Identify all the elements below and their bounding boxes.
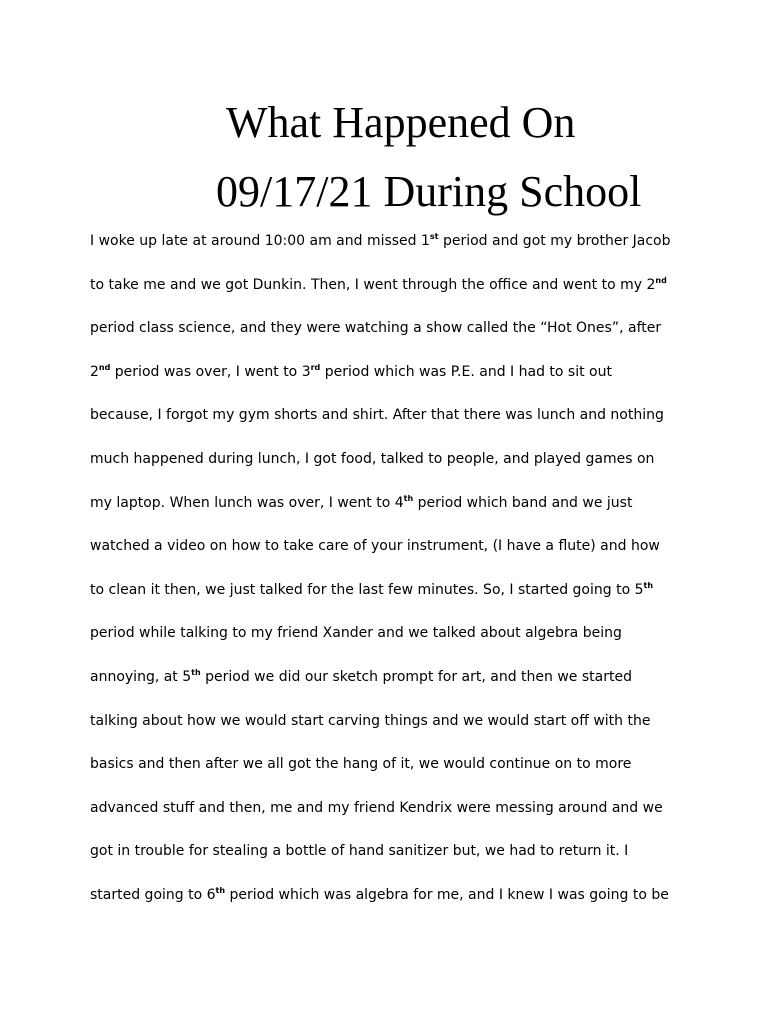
line-text: period we did our sketch prompt for art, and then we started xyxy=(200,669,632,685)
paragraph-line xyxy=(90,757,631,771)
document-title-line-2: 09/17/21 During School xyxy=(216,167,642,216)
paragraph-line xyxy=(90,275,667,293)
paragraph-line xyxy=(90,408,664,422)
paragraph-line xyxy=(90,321,661,335)
paragraph-line xyxy=(90,452,654,466)
paragraph-line xyxy=(90,670,632,684)
ordinal-suffix: st xyxy=(429,232,439,241)
line-text: 2 xyxy=(90,363,99,380)
line-text: period and got my brother Jacob xyxy=(438,233,671,249)
paragraph-line xyxy=(90,626,622,640)
paragraph-line xyxy=(90,580,654,598)
paragraph-line xyxy=(90,844,628,858)
line-text: much happened during lunch, I got food, talked to people, and played games on xyxy=(90,451,655,467)
document-title-line-1: What Happened On xyxy=(226,98,576,147)
line-text: watched a video on how to take care of your instrument, (I have a flute) and how xyxy=(90,538,660,555)
paragraph-line xyxy=(90,801,663,815)
line-text: talking about how we would start carving things and we would start off with the xyxy=(90,712,651,729)
paragraph-line xyxy=(90,539,660,553)
paragraph-line xyxy=(90,493,633,511)
line-text: period was over, I went to 3 xyxy=(110,363,311,380)
ordinal-suffix: nd xyxy=(655,275,667,285)
ordinal-suffix: th xyxy=(215,886,226,895)
ordinal-suffix: rd xyxy=(310,362,321,372)
line-text: basics and then after we all got the hang of it, we would continue on to more xyxy=(90,756,632,773)
line-text: annoying, at 5 xyxy=(90,669,192,685)
line-text: period which was algebra for me, and I knew I was going to be xyxy=(225,887,669,903)
line-text: period class science, and they were watching a show called the “Hot Ones”, after xyxy=(90,320,662,337)
line-text: period while talking to my friend Xander and we talked about algebra being xyxy=(90,625,622,642)
line-text: I woke up late at around 10:00 am and missed 1 xyxy=(90,233,430,249)
line-text: because, I forgot my gym shorts and shirt. After that there was lunch and nothing xyxy=(90,407,664,424)
ordinal-suffix: th xyxy=(643,580,654,590)
line-text: started going to 6 xyxy=(90,887,216,903)
line-text: my laptop. When lunch was over, I went to 4 xyxy=(90,494,404,511)
ordinal-suffix: th xyxy=(191,668,201,677)
line-text: got in trouble for stealing a bottle of hand sanitizer but, we had to return it. I xyxy=(90,843,629,860)
ordinal-suffix: nd xyxy=(98,362,111,372)
paragraph-line xyxy=(90,714,650,728)
line-text: to take me and we got Dunkin. Then, I went through the office and went to my 2 xyxy=(90,276,656,293)
paragraph-line xyxy=(90,234,671,248)
line-text: advanced stuff and then, me and my friend Kendrix were messing around and we xyxy=(90,799,663,816)
paragraph-line xyxy=(90,888,669,902)
paragraph-line xyxy=(90,362,612,380)
line-text: period which was P.E. and I had to sit out xyxy=(320,363,612,380)
line-text: to clean it then, we just talked for the last few minutes. So, I started going to 5 xyxy=(90,581,644,598)
line-text: period which band and we just xyxy=(413,494,633,511)
ordinal-suffix: th xyxy=(403,493,414,503)
